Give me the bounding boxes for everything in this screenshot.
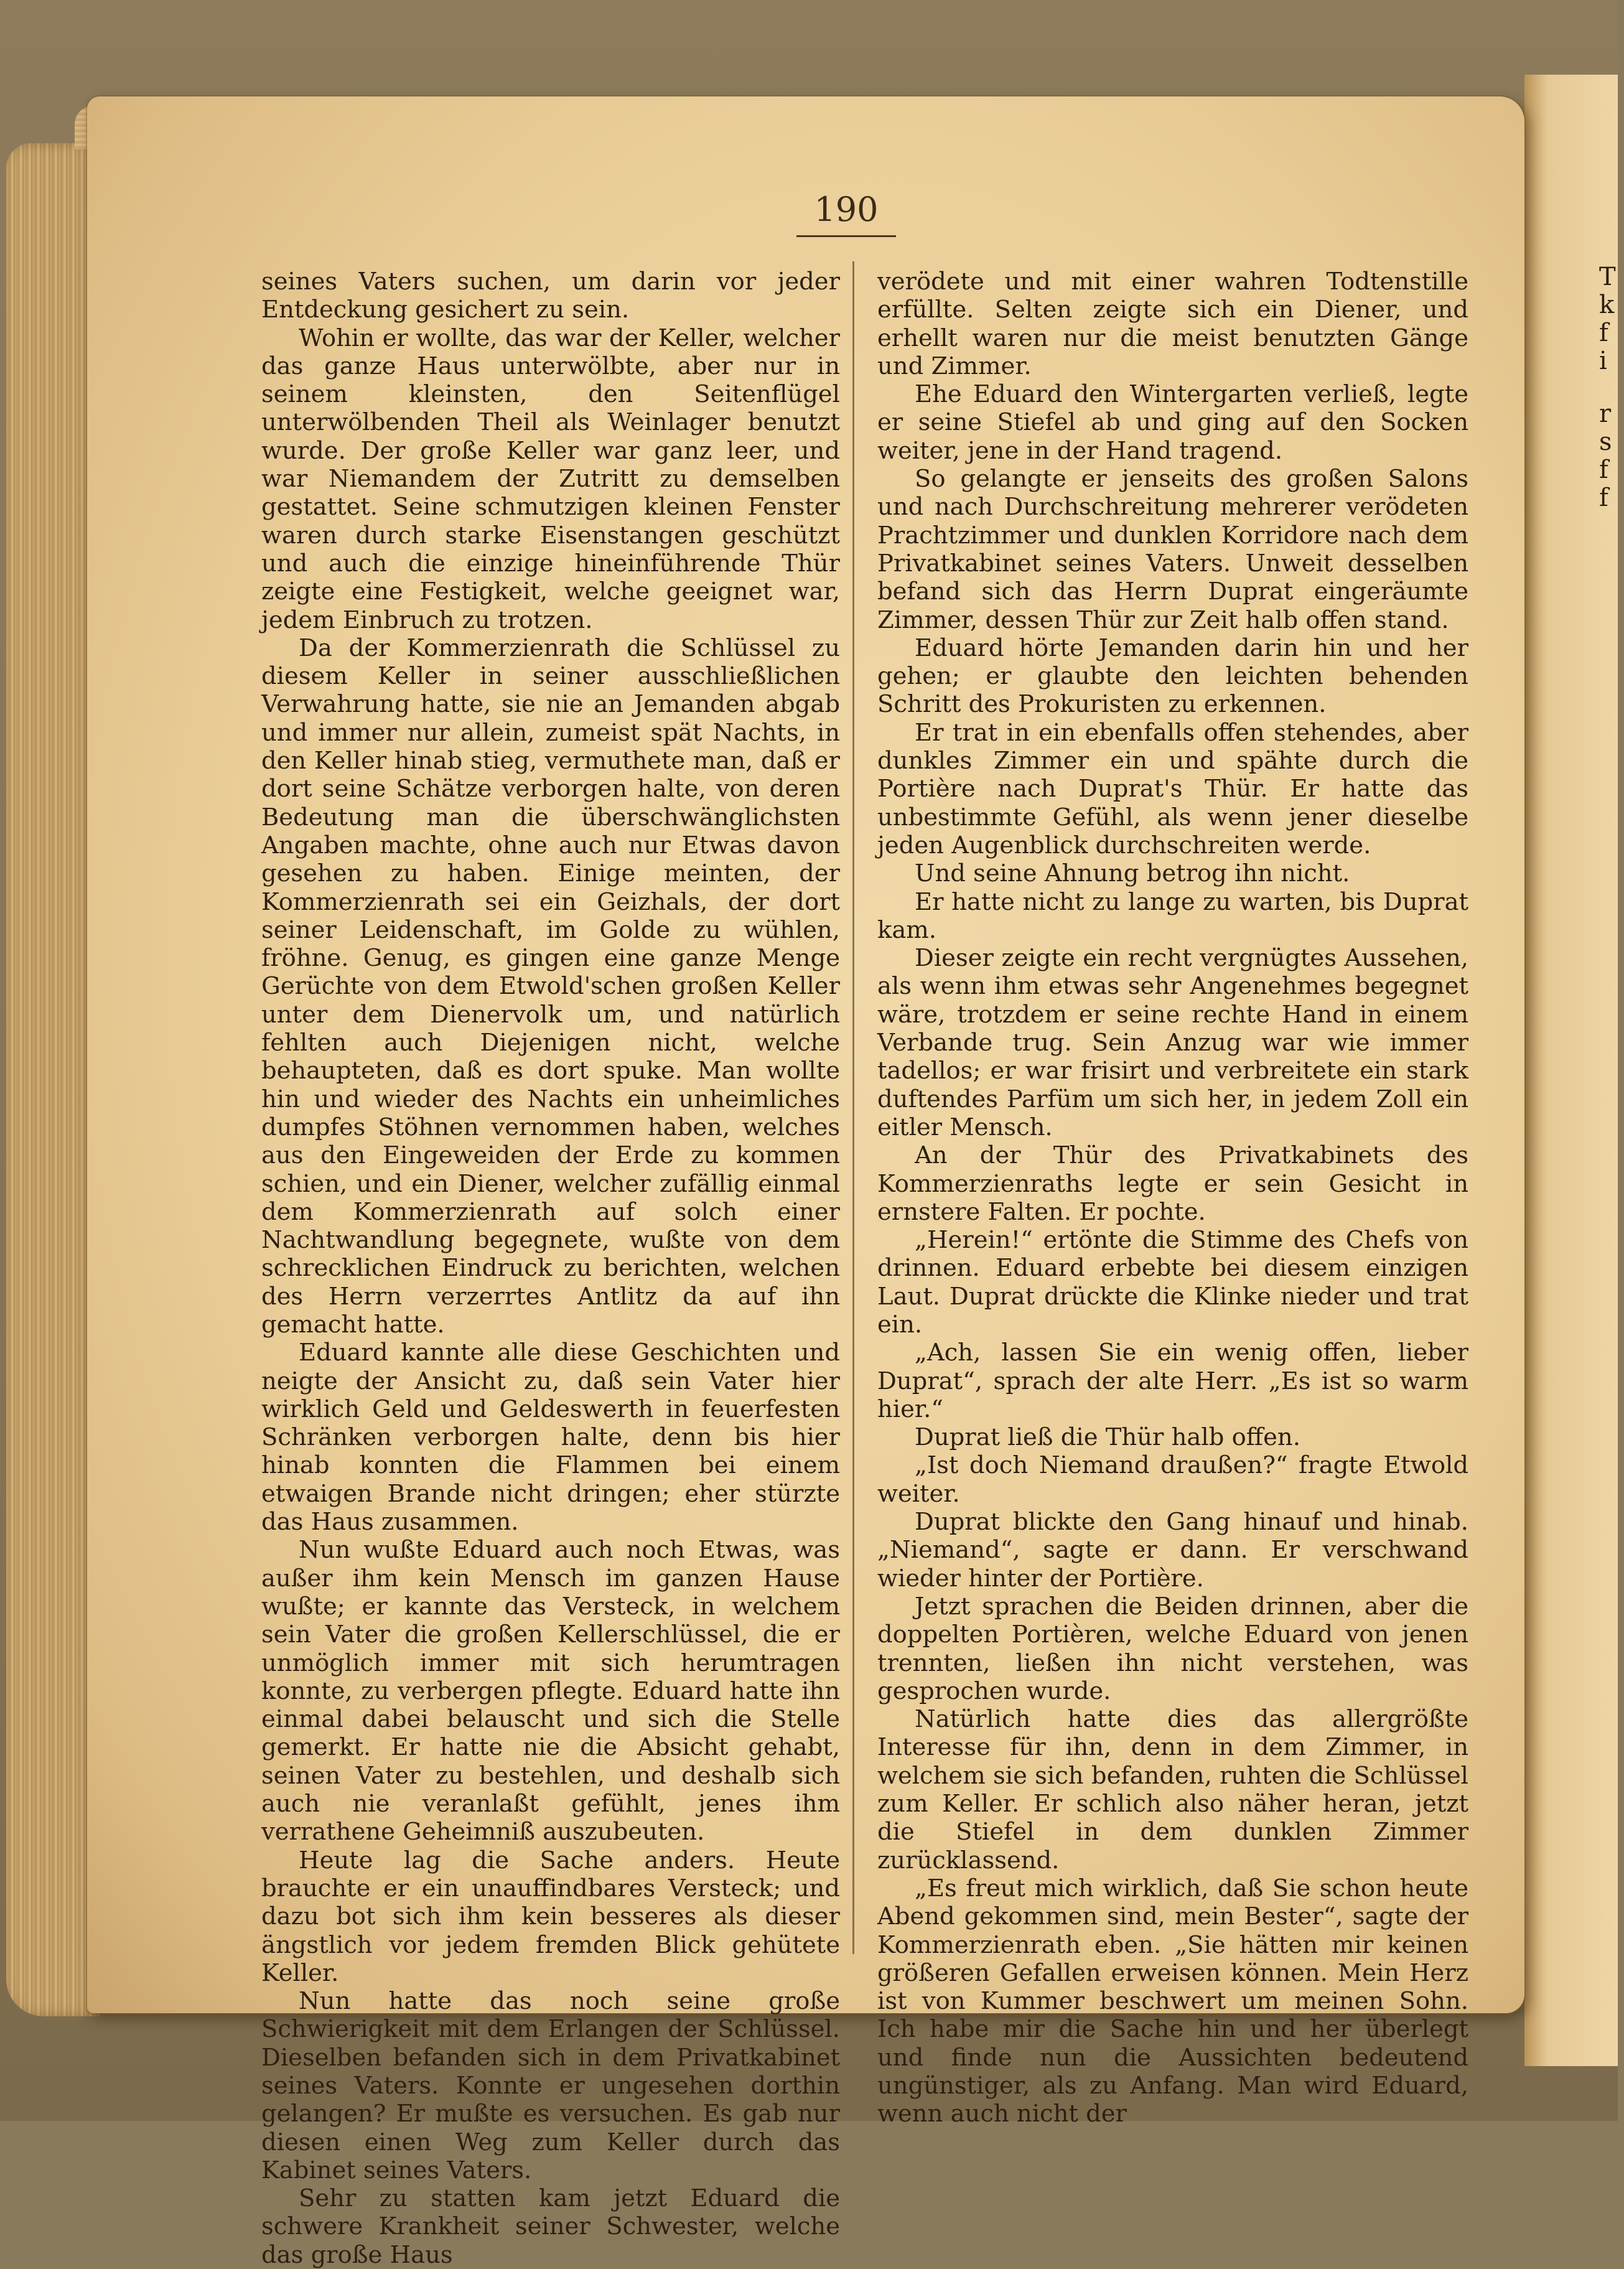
page-number: 190 xyxy=(814,190,879,229)
facing-page-letter: f xyxy=(1599,319,1608,347)
paragraph: Duprat ließ die Thür halb offen. xyxy=(915,1423,1300,1452)
column-divider xyxy=(852,261,854,1954)
paragraph: Nun hatte das noch seine große Schwierigkeit mit dem Erlangen der Schlüssel. Dieselben befanden sich in dem Privatkabinet seines Vaters. Konnte er ungesehen dorthin gelangen? Er mußte es versuchen. Es gab nur diesen einen Weg zum Keller durch das Kabinet seines Vaters. xyxy=(261,1987,840,2184)
paragraph: Eduard hörte Jemanden darin hin und her gehen; er glaubte den leichten behenden Schritt des Prokuristen zu erkennen. xyxy=(877,634,1468,719)
paragraph: „Ach, lassen Sie ein wenig offen, lieber Duprat“, sprach der alte Herr. „Es ist so warm hier.“ xyxy=(877,1339,1468,1423)
paragraph: Nun wußte Eduard auch noch Etwas, was außer ihm kein Mensch im ganzen Hause wußte; er kannte das Versteck, in welchem sein Vater die großen Kellerschlüssel, die er unmöglich immer mit sich herumtragen konnte, zu verbergen pflegte. Eduard hatte ihn einmal dabei belauscht und sich die Stelle gemerkt. Er hatte nie die Absicht gehabt, seinen Vater zu bestehlen, und deshalb sich auch nie veranlaßt gefühlt, jenes ihm verrathene Geheimniß auszubeuten. xyxy=(261,1536,840,1846)
paragraph: Eduard kannte alle diese Geschichten und neigte der Ansicht zu, daß sein Vater hier wirklich Geld und Geldeswerth in feuerfesten Schränken verborgen halte, denn bis hier hinab konnten die Flammen bei einem etwaigen Brande nicht dringen; eher stürzte das Haus zusammen. xyxy=(261,1339,840,1537)
paragraph: Er hatte nicht zu lange zu warten, bis Duprat kam. xyxy=(877,887,1468,944)
paragraph: verödete und mit einer wahren Todtenstille erfüllte. Selten zeigte sich ein Diener, und erhellt waren nur die meist benutzten Gänge und Zimmer. xyxy=(877,268,1468,380)
facing-page-sliver xyxy=(1524,75,1618,2066)
paragraph: seines Vaters suchen, um darin vor jeder Entdeckung gesichert zu sein. xyxy=(261,268,840,324)
paragraph: Natürlich hatte dies das allergrößte Interesse für ihn, denn in dem Zimmer, in welchem sie sich befanden, ruhten die Schlüssel zum Keller. Er schlich also näher heran, jetzt die Stiefel in dem dunklen Zimmer zurücklassend. xyxy=(877,1705,1468,1874)
facing-page-letter: i xyxy=(1599,347,1607,375)
book-page-edges-left xyxy=(6,143,100,2016)
paragraph: Heute lag die Sache anders. Heute brauchte er ein unauffindbares Versteck; und dazu bot sich ihm kein besseres als dieser ängstlich vor jedem fremden Blick gehütete Keller. xyxy=(261,1846,840,1987)
paragraph: Duprat blickte den Gang hinauf und hinab. „Niemand“, sagte er dann. Er verschwand wieder hinter der Portière. xyxy=(877,1508,1468,1593)
paragraph: Wohin er wollte, das war der Keller, welcher das ganze Haus unterwölbte, aber nur in seinem kleinsten, den Seitenflügel unterwölbenden Theil als Weinlager benutzt wurde. Der große Keller war ganz leer, und war Niemandem der Zutritt zu demselben gestattet. Seine schmutzigen kleinen Fenster waren durch starke Eisenstangen geschützt und auch die einzige hineinführende Thür zeigte eine Festigkeit, welche geeignet war, jedem Einbruch zu trotzen. xyxy=(261,324,840,634)
paragraph: Da der Kommerzienrath die Schlüssel zu diesem Keller in seiner ausschließlichen Verwahrung hatte, sie nie an Jemanden abgab und immer nur allein, zumeist spät Nachts, in den Keller hinab stieg, vermuthete man, daß er dort seine Schätze verborgen halte, von deren Bedeutung man die überschwänglichsten Angaben machte, ohne auch nur Etwas davon gesehen zu haben. Einige meinten, der Kommerzienrath sei ein Geizhals, der dort seiner Leidenschaft, im Golde zu wühlen, fröhne. Genug, es gingen eine ganze Menge Gerüchte von dem Etwold'schen großen Keller unter dem Dienervolk um, und natürlich fehlten auch Diejenigen nicht, welche behaupteten, daß es dort spuke. Man wollte hin und wieder des Nachts ein unheimliches dumpfes Stöhnen vernommen haben, welches aus den Eingeweiden der Erde zu kommen schien, und ein Diener, welcher zufällig einmal dem Kommerzienrath auf solch einer Nachtwandlung begegnete, wußte von dem schrecklichen Eindruck zu berichten, welchen des Herrn verzerrtes Antlitz da auf ihn gemacht hatte. xyxy=(261,634,840,1339)
paragraph: Dieser zeigte ein recht vergnügtes Aussehen, als wenn ihm etwas sehr Angenehmes begegnet wäre, trotzdem er seine rechte Hand in einem Verbande trug. Sein Anzug war wie immer tadellos; er war frisirt und verbreitete ein stark duftendes Parfüm um sich her, in jedem Zoll ein eitler Mensch. xyxy=(877,944,1468,1141)
paragraph: „Herein!“ ertönte die Stimme des Chefs von drinnen. Eduard erbebte bei diesem einzigen Laut. Duprat drückte die Klinke nieder und trat ein. xyxy=(877,1226,1468,1339)
paragraph: Jetzt sprachen die Beiden drinnen, aber die doppelten Portièren, welche Eduard von jenen trennten, ließen ihn nicht verstehen, was gesprochen wurde. xyxy=(877,1592,1468,1705)
facing-page-letter: s xyxy=(1599,428,1612,456)
paragraph: An der Thür des Privatkabinets des Kommerzienraths legte er sein Gesicht in ernstere Falten. Er pochte. xyxy=(877,1141,1468,1226)
facing-page-letter: r xyxy=(1599,400,1612,428)
paragraph: Er trat in ein ebenfalls offen stehendes, aber dunkles Zimmer ein und spähte durch die Portière nach Duprat's Thür. Er hatte das unbestimmte Gefühl, als wenn jener dieselbe jeden Augenblick durchschreiten werde. xyxy=(877,718,1468,859)
paragraph: „Ist doch Niemand draußen?“ fragte Etwold weiter. xyxy=(877,1451,1468,1508)
facing-page-letter: f xyxy=(1599,456,1608,484)
left-column xyxy=(261,268,840,2269)
facing-page-letter: k xyxy=(1599,291,1615,319)
paragraph: Sehr zu statten kam jetzt Eduard die schwere Krankheit seiner Schwester, welche das große Haus xyxy=(261,2184,840,2269)
facing-page-letter: T xyxy=(1599,263,1616,291)
paragraph: So gelangte er jenseits des großen Salons und nach Durchschreitung mehrerer verödeten Prachtzimmer und dunklen Korridore nach dem Privatkabinet seines Vaters. Unweit desselben befand sich das Herrn Duprat eingeräumte Zimmer, dessen Thür zur Zeit halb offen stand. xyxy=(877,465,1468,634)
paragraph: Und seine Ahnung betrog ihn nicht. xyxy=(915,859,1350,888)
right-column xyxy=(877,268,1468,2128)
paragraph: „Es freut mich wirklich, daß Sie schon heute Abend gekommen sind, mein Bester“, sagte der Kommerzienrath eben. „Sie hätten mir keinen größeren Gefallen erweisen können. Mein Herz ist von Kummer beschwert um meinen Sohn. Ich habe mir die Sache hin und her überlegt und finde nun die Aussichten bedeutend ungünstiger, als zu Anfang. Man wird Eduard, wenn auch nicht der xyxy=(877,1874,1468,2128)
page-number-rule xyxy=(796,235,896,237)
facing-page-letter: f xyxy=(1599,484,1608,512)
paragraph: Ehe Eduard den Wintergarten verließ, legte er seine Stiefel ab und ging auf den Socken weiter, jene in der Hand tragend. xyxy=(877,380,1468,465)
